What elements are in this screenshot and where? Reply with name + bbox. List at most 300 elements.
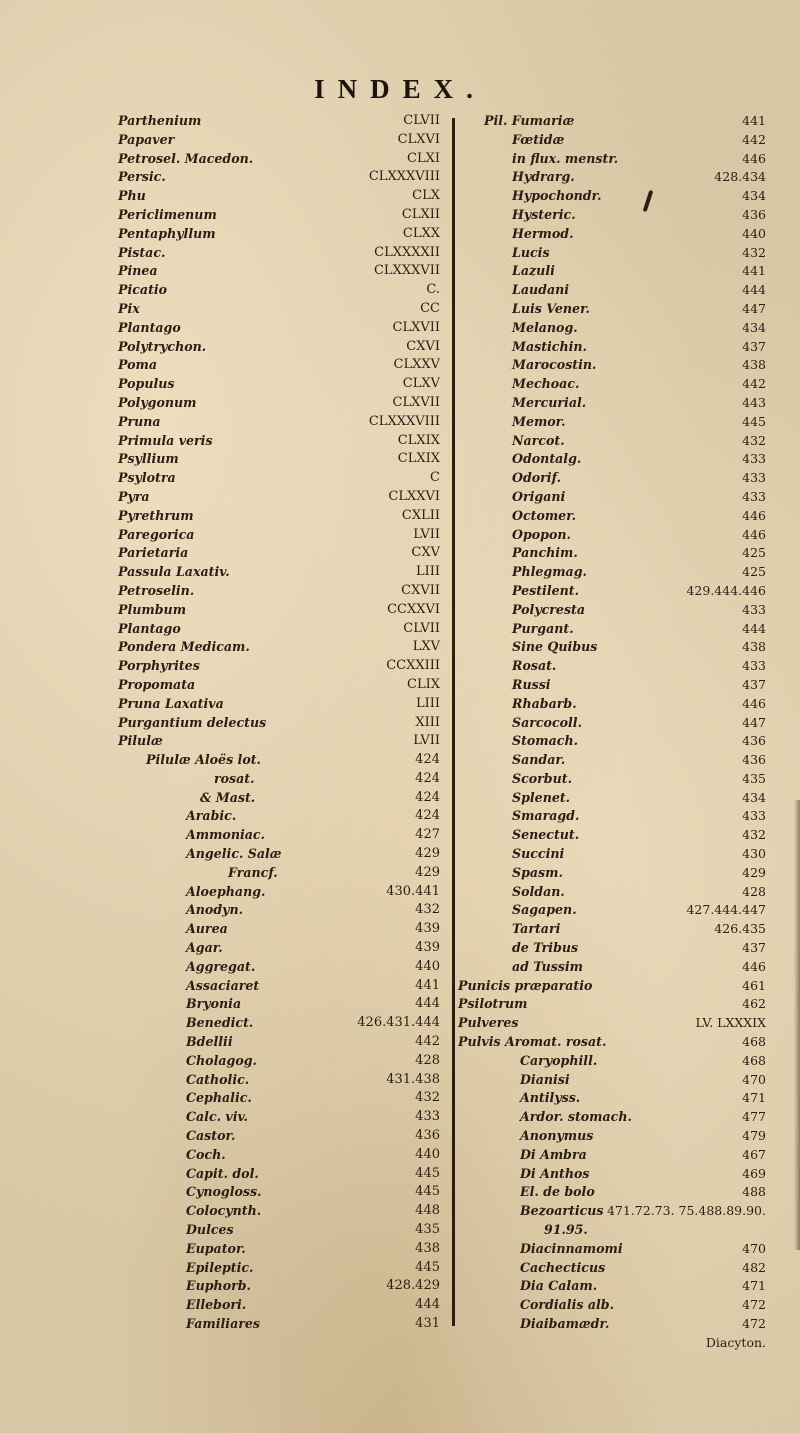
entry-reference: 441 xyxy=(742,263,766,279)
index-entry xyxy=(0,770,460,789)
index-entry xyxy=(456,676,800,695)
entry-name: Pilulæ Aloës lot. xyxy=(146,752,261,768)
entry-name: Hypochondr. xyxy=(512,188,602,204)
index-entry xyxy=(456,432,800,451)
entry-reference: 445 xyxy=(415,1165,440,1181)
index-entry xyxy=(0,544,460,563)
entry-name: Euphorb. xyxy=(186,1278,251,1294)
entry-reference: 438 xyxy=(415,1240,440,1256)
entry-reference: CLXXXVII xyxy=(373,263,440,279)
entry-name: Eupator. xyxy=(186,1240,246,1256)
entry-reference: 462 xyxy=(742,996,766,1012)
entry-reference: 437 xyxy=(742,676,766,692)
entry-name: Plantago xyxy=(118,620,181,636)
index-entry xyxy=(0,413,460,432)
entry-name: Purgant. xyxy=(512,620,574,636)
entry-name: Marocostin. xyxy=(512,357,597,373)
index-entry xyxy=(0,1127,460,1146)
index-entry xyxy=(456,1146,800,1165)
entry-reference: 461 xyxy=(742,977,766,993)
entry-reference: CLIX xyxy=(407,676,440,692)
entry-reference: 424 xyxy=(415,752,440,768)
entry-reference: 429.444.446 xyxy=(686,582,766,598)
entry-name: Laudani xyxy=(512,282,570,298)
entry-name: Mechoac. xyxy=(512,376,580,392)
entry-reference: 434 xyxy=(742,319,766,335)
index-entry xyxy=(456,958,800,977)
entry-name: Narcot. xyxy=(512,432,565,448)
entry-reference: 433 xyxy=(742,451,766,467)
index-entry xyxy=(456,826,800,845)
entry-reference: 441 xyxy=(415,977,440,993)
entry-name: Sandar. xyxy=(512,752,566,768)
index-entry xyxy=(0,150,460,169)
entry-name: El. de bolo xyxy=(520,1184,595,1200)
left-index-column xyxy=(0,112,460,1334)
index-entry xyxy=(456,901,800,920)
entry-reference: 424 xyxy=(415,770,440,786)
entry-reference: XIII xyxy=(415,714,440,730)
entry-reference: 442 xyxy=(742,131,766,147)
entry-name: & Mast. xyxy=(200,789,256,805)
entry-reference: 428 xyxy=(742,883,766,899)
entry-reference: 468 xyxy=(742,1052,766,1068)
entry-reference: 446 xyxy=(742,150,766,166)
entry-reference: CCXXIII xyxy=(386,658,440,674)
index-entry xyxy=(0,751,460,770)
index-entry xyxy=(456,638,800,657)
index-entry xyxy=(456,1165,800,1184)
entry-reference: 431 xyxy=(415,1316,440,1331)
entry-name: Primula veris xyxy=(118,432,213,448)
entry-reference: 437 xyxy=(742,338,766,354)
index-entry xyxy=(456,544,800,563)
entry-name: Russi xyxy=(512,676,551,692)
entry-name: Rosat. xyxy=(512,658,557,674)
entry-reference: CCXXVI xyxy=(387,601,440,617)
index-entry xyxy=(456,281,800,300)
index-entry xyxy=(0,1221,460,1240)
entry-name: Poma xyxy=(118,357,158,373)
entry-reference: 444 xyxy=(742,282,766,298)
index-entry xyxy=(0,1202,460,1221)
entry-name: Hydrarg. xyxy=(512,169,575,185)
entry-reference: 432 xyxy=(415,1090,440,1106)
entry-reference: 445 xyxy=(415,1259,440,1275)
entry-name: Cachecticus xyxy=(520,1259,606,1275)
entry-name: Spasm. xyxy=(512,864,563,880)
index-entry xyxy=(456,1202,800,1221)
entry-reference: 438 xyxy=(742,639,766,655)
index-entry xyxy=(456,244,800,263)
entry-reference: 433 xyxy=(742,601,766,617)
index-entry xyxy=(0,563,460,582)
entry-reference: 472 xyxy=(742,1297,766,1313)
entry-reference: CLXXXXII xyxy=(374,244,440,260)
entry-name: Calc. viv. xyxy=(186,1109,248,1125)
entry-name: Castor. xyxy=(186,1128,236,1144)
entry-name: Pentaphyllum xyxy=(118,225,216,241)
index-entry xyxy=(456,262,800,281)
index-entry xyxy=(0,676,460,695)
entry-name: Ardor. stomach. xyxy=(520,1109,632,1125)
index-entry xyxy=(456,1240,800,1259)
index-entry xyxy=(0,1183,460,1202)
entry-name: Cephalic. xyxy=(186,1090,252,1106)
entry-reference: CLXVI xyxy=(397,131,440,147)
entry-reference: 471 xyxy=(742,1090,766,1106)
index-entry xyxy=(0,432,460,451)
index-entry xyxy=(0,507,460,526)
index-entry xyxy=(456,356,800,375)
entry-reference: 467 xyxy=(742,1146,766,1162)
entry-reference: 472 xyxy=(742,1316,766,1331)
entry-name: Di Ambra xyxy=(520,1146,587,1162)
index-entry xyxy=(456,563,800,582)
index-entry xyxy=(0,789,460,808)
entry-reference: 448 xyxy=(415,1203,440,1219)
entry-reference: 442 xyxy=(742,376,766,392)
entry-name: Petrosel. Macedon. xyxy=(118,150,254,166)
index-entry xyxy=(456,1089,800,1108)
entry-reference: 433 xyxy=(742,658,766,674)
entry-reference: 428.429 xyxy=(386,1278,440,1294)
entry-reference: CLXVII xyxy=(392,319,440,335)
index-entry xyxy=(456,1033,800,1052)
entry-reference: 439 xyxy=(415,940,440,956)
entry-reference: 428 xyxy=(415,1052,440,1068)
entry-reference: 447 xyxy=(742,300,766,316)
entry-name: Polytrychon. xyxy=(118,338,207,354)
entry-reference: 470 xyxy=(742,1071,766,1087)
entry-name: Tartari xyxy=(512,921,561,937)
entry-reference: LV. LXXXIX xyxy=(695,1015,766,1031)
entry-name: Psilotrum xyxy=(458,996,528,1012)
entry-reference: 426.431.444 xyxy=(357,1015,440,1031)
entry-name: Bryonia xyxy=(186,996,242,1012)
entry-reference: 429 xyxy=(415,846,440,862)
entry-reference: 470 xyxy=(742,1240,766,1256)
index-entry xyxy=(0,281,460,300)
entry-reference: CXV xyxy=(411,545,440,561)
entry-name: Mercurial. xyxy=(512,394,587,410)
entry-name: Soldan. xyxy=(512,883,565,899)
entry-reference: 433 xyxy=(415,1109,440,1125)
index-entry xyxy=(456,939,800,958)
entry-reference: 482 xyxy=(742,1259,766,1275)
entry-reference: 438 xyxy=(742,357,766,373)
index-entry xyxy=(0,601,460,620)
entry-reference: 425 xyxy=(742,564,766,580)
entry-name: Lazuli xyxy=(512,263,555,279)
entry-reference: CLXI xyxy=(407,150,440,166)
entry-name: Phu xyxy=(118,188,146,204)
index-entry xyxy=(0,807,460,826)
entry-name: Lucis xyxy=(512,244,550,260)
index-entry xyxy=(456,695,800,714)
index-entry xyxy=(0,995,460,1014)
entry-reference: 433 xyxy=(742,808,766,824)
index-entry xyxy=(456,1108,800,1127)
entry-reference: 445 xyxy=(742,413,766,429)
entry-name: Opopon. xyxy=(512,526,571,542)
entry-name: Francf. xyxy=(228,864,278,880)
entry-name: Plantago xyxy=(118,319,181,335)
entry-name: Rhabarb. xyxy=(512,695,577,711)
entry-name: Catholic. xyxy=(186,1071,250,1087)
entry-reference: 435 xyxy=(415,1222,440,1238)
entry-reference: LXV xyxy=(412,639,440,655)
index-entry xyxy=(456,789,800,808)
entry-reference: 440 xyxy=(415,958,440,974)
entry-name: Splenet. xyxy=(512,789,571,805)
entry-reference: CLXVII xyxy=(392,394,440,410)
entry-name: Luis Vener. xyxy=(512,300,590,316)
index-entry xyxy=(456,150,800,169)
index-entry xyxy=(456,714,800,733)
entry-reference: 444 xyxy=(415,1297,440,1313)
entry-reference: C. xyxy=(426,282,440,298)
entry-name: Pyra xyxy=(118,488,150,504)
entry-name: Capit. dol. xyxy=(186,1165,259,1181)
index-entry xyxy=(0,1108,460,1127)
entry-name: Aurea xyxy=(186,921,228,937)
index-entry xyxy=(0,695,460,714)
entry-reference: 427 xyxy=(415,827,440,843)
entry-name: Stomach. xyxy=(512,733,579,749)
entry-name: Sine Quibus xyxy=(512,639,598,655)
index-entry xyxy=(0,262,460,281)
entry-reference: 468 xyxy=(742,1034,766,1050)
entry-reference: LIII xyxy=(415,564,440,580)
entry-reference: 479 xyxy=(742,1128,766,1144)
entry-name: Sarcocoll. xyxy=(512,714,582,730)
entry-reference: 434 xyxy=(742,188,766,204)
index-entry xyxy=(456,338,800,357)
index-entry xyxy=(456,1221,800,1240)
entry-reference: 432 xyxy=(415,902,440,918)
entry-reference: LVII xyxy=(413,733,440,749)
index-entry xyxy=(456,601,800,620)
entry-name: Propomata xyxy=(118,676,196,692)
entry-name: Cordialis alb. xyxy=(520,1297,614,1313)
index-entry xyxy=(0,977,460,996)
index-entry xyxy=(0,1033,460,1052)
entry-name: Diacinnamomi xyxy=(520,1240,623,1256)
entry-name: Pix xyxy=(118,300,140,316)
index-entry xyxy=(456,1183,800,1202)
entry-name: Petroselin. xyxy=(118,582,195,598)
entry-name: Pinea xyxy=(118,263,158,279)
index-entry xyxy=(456,469,800,488)
index-entry xyxy=(0,958,460,977)
entry-name: Odorif. xyxy=(512,470,561,486)
entry-name: Ammoniac. xyxy=(186,827,265,843)
entry-name: Anodyn. xyxy=(186,902,243,918)
entry-name: Agar. xyxy=(186,940,223,956)
index-entry xyxy=(0,131,460,150)
entry-reference: CLXX xyxy=(402,225,440,241)
entry-name: Periclimenum xyxy=(118,206,217,222)
entry-reference: 436 xyxy=(742,752,766,768)
entry-reference: 429 xyxy=(742,864,766,880)
index-entry xyxy=(0,338,460,357)
index-entry xyxy=(0,300,460,319)
entry-name: in flux. menstr. xyxy=(512,150,619,166)
entry-name: Melanog. xyxy=(512,319,578,335)
entry-name: Panchim. xyxy=(512,545,578,561)
entry-name: Pyrethrum xyxy=(118,507,194,523)
index-entry xyxy=(456,1296,800,1315)
entry-reference: 446 xyxy=(742,695,766,711)
index-entry xyxy=(0,225,460,244)
index-entry xyxy=(456,883,800,902)
entry-reference: 471.72.73. 75.488.89.90. xyxy=(606,1203,766,1219)
index-entry xyxy=(456,112,800,131)
index-entry xyxy=(0,112,460,131)
entry-reference: 471 xyxy=(742,1278,766,1294)
index-entry xyxy=(456,1052,800,1071)
entry-reference: 436 xyxy=(742,733,766,749)
entry-reference: 430 xyxy=(742,846,766,862)
index-entry xyxy=(456,413,800,432)
entry-name: Bezoarticus xyxy=(520,1203,604,1219)
index-entry xyxy=(456,1071,800,1090)
entry-name: Persic. xyxy=(118,169,166,185)
entry-reference: 441 xyxy=(742,113,766,128)
index-entry xyxy=(456,526,800,545)
index-entry xyxy=(0,1259,460,1278)
entry-reference: 439 xyxy=(415,921,440,937)
entry-name: Senectut. xyxy=(512,827,580,843)
entry-reference: CXVI xyxy=(406,338,440,354)
index-entry xyxy=(0,375,460,394)
entry-name: Sagapen. xyxy=(512,902,577,918)
entry-reference: 436 xyxy=(415,1128,440,1144)
entry-name: Hermod. xyxy=(512,225,574,241)
entry-name: Parthenium xyxy=(118,113,202,128)
entry-reference: CC xyxy=(420,300,440,316)
entry-name: Pruna xyxy=(118,413,161,429)
entry-name: Smaragd. xyxy=(512,808,580,824)
entry-name: Porphyrites xyxy=(118,658,200,674)
right-index-column xyxy=(456,112,800,1353)
index-entry xyxy=(0,1014,460,1033)
entry-name: 91.95. xyxy=(544,1222,588,1238)
index-entry xyxy=(0,168,460,187)
entry-name: Pistac. xyxy=(118,244,166,260)
entry-reference: CLXIX xyxy=(397,451,440,467)
entry-reference: 437 xyxy=(742,940,766,956)
entry-name: Psyllium xyxy=(118,451,179,467)
entry-reference: 436 xyxy=(742,206,766,222)
index-entry xyxy=(456,1277,800,1296)
entry-reference: 488 xyxy=(742,1184,766,1200)
entry-reference: 477 xyxy=(742,1109,766,1125)
entry-reference: 433 xyxy=(742,488,766,504)
entry-reference: 433 xyxy=(742,470,766,486)
index-entry xyxy=(0,826,460,845)
index-entry xyxy=(0,883,460,902)
entry-reference: 429 xyxy=(415,864,440,880)
entry-reference: LVII xyxy=(413,526,440,542)
entry-name: Epileptic. xyxy=(186,1259,254,1275)
entry-reference: 424 xyxy=(415,808,440,824)
entry-reference: C xyxy=(430,470,440,486)
index-entry xyxy=(456,770,800,789)
index-entry xyxy=(0,939,460,958)
entry-name: Pulvis Aromat. rosat. xyxy=(458,1034,607,1050)
index-entry xyxy=(0,1315,460,1334)
entry-reference: 447 xyxy=(742,714,766,730)
entry-reference: 426.435 xyxy=(714,921,766,937)
index-entry xyxy=(456,620,800,639)
index-entry xyxy=(456,375,800,394)
page-title: INDEX. xyxy=(314,74,486,104)
index-entry xyxy=(0,732,460,751)
entry-name: rosat. xyxy=(214,770,255,786)
entry-reference: 446 xyxy=(742,958,766,974)
entry-name: Papaver xyxy=(118,131,175,147)
entry-name: Colocynth. xyxy=(186,1203,262,1219)
index-entry xyxy=(456,507,800,526)
entry-name: Plumbum xyxy=(118,601,187,617)
entry-reference: 434 xyxy=(742,789,766,805)
index-entry xyxy=(456,450,800,469)
index-entry xyxy=(0,845,460,864)
entry-reference: 469 xyxy=(742,1165,766,1181)
index-entry xyxy=(456,187,800,206)
index-entry xyxy=(456,1127,800,1146)
index-entry xyxy=(0,1052,460,1071)
entry-name: Succini xyxy=(512,846,565,862)
entry-reference: 442 xyxy=(415,1034,440,1050)
entry-reference: CLXXXVIII xyxy=(368,413,440,429)
entry-reference: 444 xyxy=(742,620,766,636)
entry-name: Dia Calam. xyxy=(520,1278,598,1294)
entry-name: Origani xyxy=(512,488,566,504)
index-entry xyxy=(0,244,460,263)
index-entry xyxy=(456,977,800,996)
index-entry xyxy=(0,1240,460,1259)
index-entry xyxy=(456,864,800,883)
entry-reference: 430.441 xyxy=(386,883,440,899)
index-entry xyxy=(456,1334,800,1353)
entry-reference: CXVII xyxy=(401,582,440,598)
entry-reference: CLXII xyxy=(401,206,440,222)
entry-name: Octomer. xyxy=(512,507,577,523)
entry-name: Cynogloss. xyxy=(186,1184,262,1200)
index-entry xyxy=(456,394,800,413)
entry-name: Antilyss. xyxy=(520,1090,581,1106)
index-entry xyxy=(456,751,800,770)
index-entry xyxy=(456,225,800,244)
entry-reference: LIII xyxy=(415,695,440,711)
entry-reference: 440 xyxy=(742,225,766,241)
index-entry xyxy=(456,319,800,338)
entry-name: Memor. xyxy=(512,413,566,429)
index-entry xyxy=(456,920,800,939)
index-entry xyxy=(456,657,800,676)
entry-reference: CXLII xyxy=(401,507,440,523)
entry-reference: CLXXVI xyxy=(388,488,440,504)
index-entry xyxy=(456,1014,800,1033)
entry-name: Aggregat. xyxy=(186,958,256,974)
entry-name: Paregorica xyxy=(118,526,195,542)
entry-name: Odontalg. xyxy=(512,451,582,467)
index-entry xyxy=(0,469,460,488)
index-entry xyxy=(0,526,460,545)
